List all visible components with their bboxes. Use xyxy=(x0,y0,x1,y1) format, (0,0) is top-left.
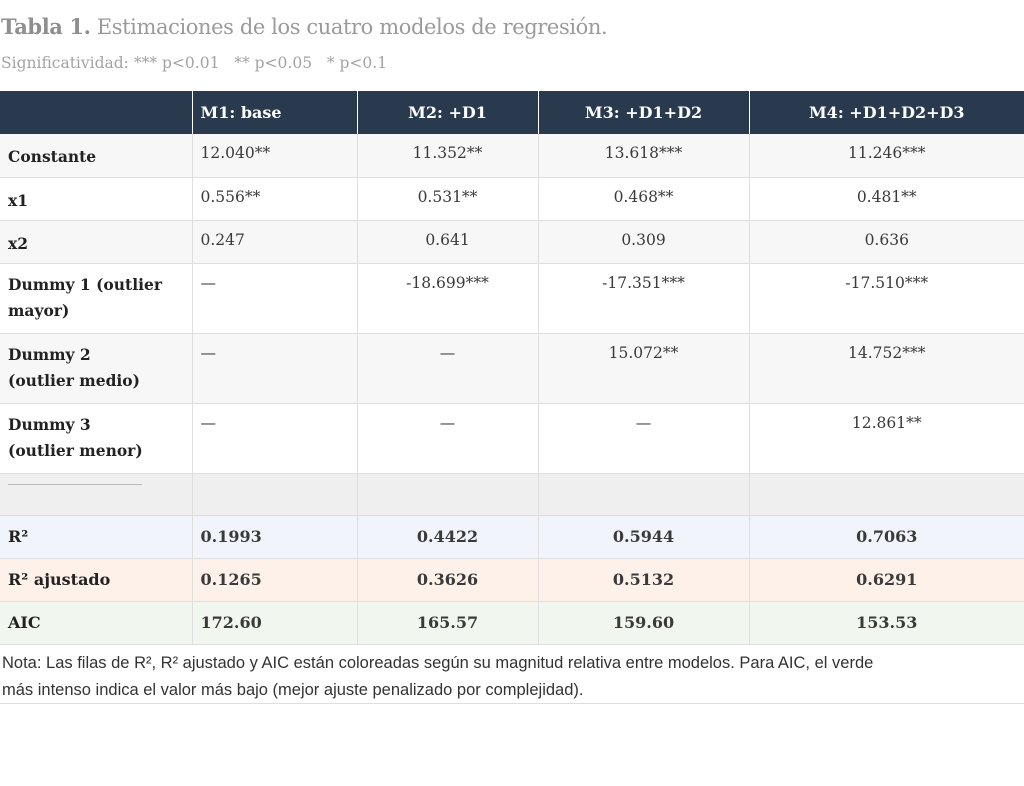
separator-cell xyxy=(0,473,192,515)
row-label: x1 xyxy=(0,177,192,220)
table-header-row xyxy=(0,91,1024,134)
cell-m2: 165.57 xyxy=(357,601,538,644)
row-label xyxy=(0,403,192,473)
row-label-line2: (outlier menor) xyxy=(8,440,143,460)
cell-m4: 0.7063 xyxy=(749,515,1024,558)
header-cell-variable xyxy=(0,91,192,134)
significance-legend: Significatividad: *** p<0.01 ** p<0.05 * p<0.1 xyxy=(1,54,388,72)
table-row-x1 xyxy=(0,177,1024,220)
cell-m3: 159.60 xyxy=(538,601,749,644)
row-label xyxy=(0,263,192,333)
table-row-x2 xyxy=(0,220,1024,263)
separator-cell xyxy=(749,473,1024,515)
table-row-aic xyxy=(0,601,1024,644)
cell-m1: 0.1265 xyxy=(192,558,357,601)
header-cell-m3: M3: +D1+D2 xyxy=(538,91,749,134)
cell-m1: 12.040** xyxy=(192,134,357,177)
table-row-dummy2 xyxy=(0,333,1024,403)
table-note xyxy=(0,647,1024,704)
cell-m1: 172.60 xyxy=(192,601,357,644)
cell-m1: — xyxy=(192,263,357,333)
row-label: x2 xyxy=(0,220,192,263)
row-label-line1: Dummy 2 xyxy=(8,344,91,364)
cell-m4: -17.510*** xyxy=(749,263,1024,333)
cell-m2: — xyxy=(357,333,538,403)
cell-m1: 0.556** xyxy=(192,177,357,220)
table-title-lead: Tabla 1. xyxy=(1,14,91,39)
table-row-dummy3 xyxy=(0,403,1024,473)
table-row-constante xyxy=(0,134,1024,177)
cell-m2: -18.699*** xyxy=(357,263,538,333)
table-title-text: Estimaciones de los cuatro modelos de regresión. xyxy=(96,15,608,39)
row-label: R² ajustado xyxy=(0,558,192,601)
cell-m2: 0.3626 xyxy=(357,558,538,601)
row-label xyxy=(0,333,192,403)
cell-m4: 12.861** xyxy=(749,403,1024,473)
separator-line xyxy=(8,484,142,485)
cell-m1: 0.247 xyxy=(192,220,357,263)
table-separator-row xyxy=(0,473,1024,515)
row-label-line2: mayor) xyxy=(8,300,70,320)
table-row-r2-adjusted xyxy=(0,558,1024,601)
cell-m3: 0.5132 xyxy=(538,558,749,601)
table-title xyxy=(1,14,607,39)
header-cell-m1: M1: base xyxy=(192,91,357,134)
cell-m1: — xyxy=(192,333,357,403)
cell-m2: 0.641 xyxy=(357,220,538,263)
cell-m4: 0.636 xyxy=(749,220,1024,263)
cell-m4: 0.481** xyxy=(749,177,1024,220)
cell-m2: 0.531** xyxy=(357,177,538,220)
header-cell-m2: M2: +D1 xyxy=(357,91,538,134)
cell-m3: 13.618*** xyxy=(538,134,749,177)
row-label-line2: (outlier medio) xyxy=(8,370,140,390)
table-row-dummy1 xyxy=(0,263,1024,333)
cell-m2: — xyxy=(357,403,538,473)
cell-m2: 11.352** xyxy=(357,134,538,177)
header-cell-m4: M4: +D1+D2+D3 xyxy=(749,91,1024,134)
table-note-line1: Nota: Las filas de R², R² ajustado y AIC están coloreadas según su magnitud relativa entre modelos. Para AIC, el verde xyxy=(2,654,874,672)
cell-m1: — xyxy=(192,403,357,473)
cell-m4: 11.246*** xyxy=(749,134,1024,177)
separator-cell xyxy=(538,473,749,515)
regression-table xyxy=(0,91,1024,645)
cell-m4: 14.752*** xyxy=(749,333,1024,403)
row-label: R² xyxy=(0,515,192,558)
cell-m2: 0.4422 xyxy=(357,515,538,558)
row-label-line1: Dummy 1 (outlier xyxy=(8,274,163,294)
row-label: Constante xyxy=(0,134,192,177)
separator-cell xyxy=(357,473,538,515)
row-label: AIC xyxy=(0,601,192,644)
cell-m3: 15.072** xyxy=(538,333,749,403)
table-row-r2 xyxy=(0,515,1024,558)
cell-m3: 0.309 xyxy=(538,220,749,263)
cell-m4: 0.6291 xyxy=(749,558,1024,601)
row-label-line1: Dummy 3 xyxy=(8,414,91,434)
table-note-line2: más intenso indica el valor más bajo (mejor ajuste penalizado por complejidad). xyxy=(2,681,584,699)
cell-m3: -17.351*** xyxy=(538,263,749,333)
cell-m1: 0.1993 xyxy=(192,515,357,558)
cell-m3: 0.468** xyxy=(538,177,749,220)
separator-cell xyxy=(192,473,357,515)
cell-m4: 153.53 xyxy=(749,601,1024,644)
cell-m3: — xyxy=(538,403,749,473)
cell-m3: 0.5944 xyxy=(538,515,749,558)
